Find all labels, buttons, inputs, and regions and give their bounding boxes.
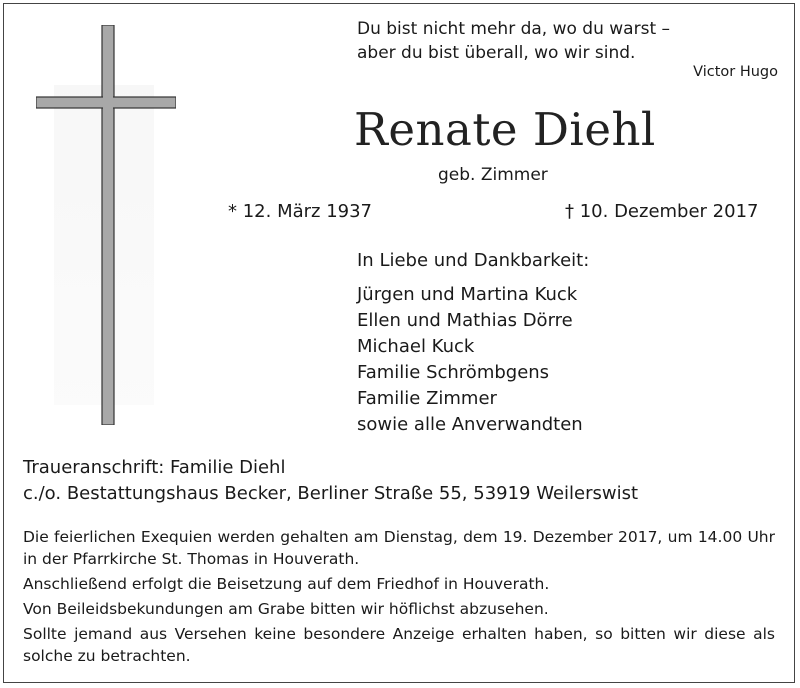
mourner-item: sowie alle Anverwandten [357,414,583,435]
cross-icon [36,25,176,425]
announcement-info: Sollte jemand aus Versehen keine besondere Anzeige erhalten haben, so bitten wir diese als solche zu betrachten. [23,625,775,665]
service-info: Die feierlichen Exequien werden gehalten am Dienstag, dem 19. Dezember 2017, um 14.00 Uhr in der Pfarrkirche St. Thomas in Houverath. [23,528,775,568]
quote [357,17,777,65]
quote-line-2: aber du bist überall, wo wir sind. [357,43,636,63]
mourner-item: Ellen und Mathias Dörre [357,310,573,331]
deceased-name: Renate Diehl [354,103,656,156]
mourners-intro: In Liebe und Dankbarkeit: [357,250,590,271]
mourner-list [357,282,583,438]
mourner-item: Jürgen und Martina Kuck [357,284,578,305]
death-date: † 10. Dezember 2017 [565,201,759,222]
quote-author: Victor Hugo [693,64,778,80]
mourning-address [23,455,638,507]
address-line-1: Traueranschrift: Familie Diehl [23,457,286,478]
birth-name: geb. Zimmer [438,165,548,185]
address-line-2: c./o. Bestattungshaus Becker, Berliner Straße 55, 53919 Weilerswist [23,483,639,504]
burial-info: Anschließend erfolgt die Beisetzung auf dem Friedhof in Houverath. [23,575,550,593]
service-notes [23,526,775,670]
quote-line-1: Du bist nicht mehr da, wo du warst – [357,19,671,39]
mourner-item: Michael Kuck [357,336,475,357]
mourner-item: Familie Schrömbgens [357,362,550,383]
mourner-item: Familie Zimmer [357,388,497,409]
condolence-info: Von Beileidsbekundungen am Grabe bitten wir höflichst abzusehen. [23,600,549,618]
birth-date: * 12. März 1937 [228,201,373,222]
